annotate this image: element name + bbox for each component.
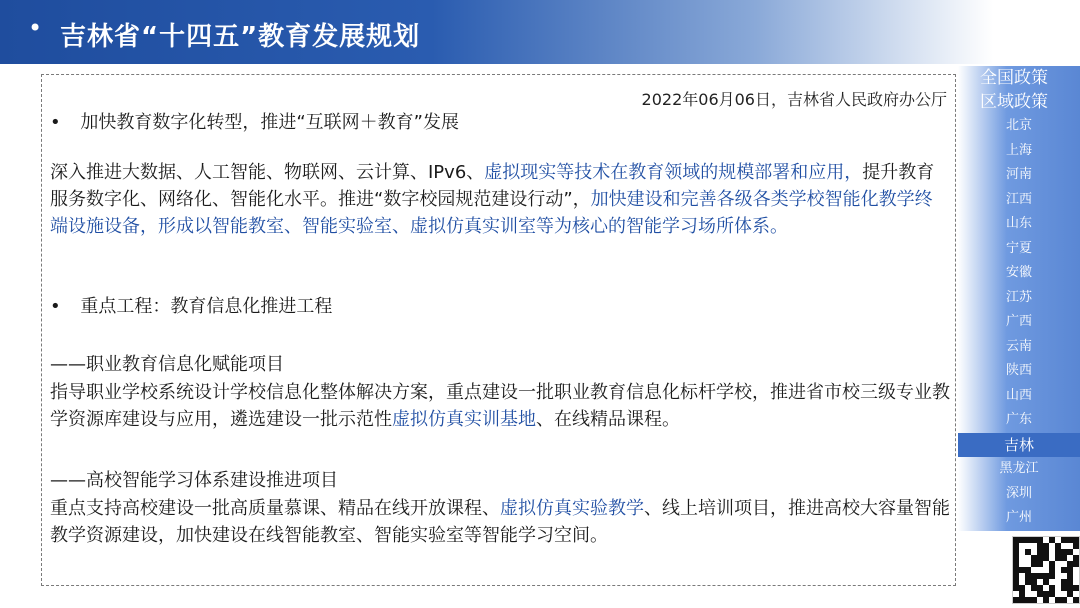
project-title-vocational: ——职业教育信息化赋能项目 [50, 354, 284, 375]
sidebar-item-region[interactable]: 山西 [958, 384, 1080, 409]
para-highlight: 虚拟仿真实验教学 [500, 498, 644, 519]
sidebar-item-region[interactable]: 云南 [958, 335, 1080, 360]
sidebar-item-region[interactable]: 安徽 [958, 261, 1080, 286]
section-heading-2 [50, 293, 950, 320]
section-bullet: • [50, 296, 61, 317]
sidebar-item-region[interactable]: 陕西 [958, 359, 1080, 384]
content-panel [41, 74, 956, 586]
sidebar-national-policy[interactable]: 全国政策 [958, 66, 1080, 90]
sidebar-item-region[interactable]: 广州 [958, 506, 1080, 531]
para-text: 提升教育服务数字化、网络化、智能化水平。推进“数字校园规范建设行动”， [50, 162, 935, 210]
para-highlight: 加快建设和完善各级各类学校智能化教学终端设施设备，形成以智能教室、智能实验室、虚拟仿真实训室等为核心的智能学习场所体系。 [50, 189, 933, 237]
sidebar-item-region[interactable]: 山东 [958, 212, 1080, 237]
region-sidebar [958, 66, 1080, 531]
project-title-university: ——高校智能学习体系建设推进项目 [50, 470, 338, 491]
sidebar-item-region[interactable]: 河南 [958, 163, 1080, 188]
sidebar-regional-policy[interactable]: 区域政策 [958, 90, 1080, 114]
sidebar-item-region[interactable]: 北京 [958, 114, 1080, 139]
para-text: 指导职业学校系统设计学校信息化整体解决方案，重点建设一批职业教育信息化标杆学校，推进省市校三级专业教学资源库建设与应用，遴选建设一批示范性 [50, 382, 950, 430]
sidebar-item-region[interactable]: 江西 [958, 188, 1080, 213]
sidebar-item-region[interactable]: 深圳 [958, 482, 1080, 507]
sidebar-item-region[interactable]: 黑龙江 [958, 457, 1080, 482]
qr-code-icon [1012, 536, 1080, 604]
page-title: 吉林省“十四五”教育发展规划 [60, 22, 421, 52]
para-text: 重点支持高校建设一批高质量慕课、精品在线开放课程、 [50, 498, 500, 519]
para-highlight: 虚拟仿真实训基地 [392, 409, 536, 430]
para-text: 、线上培训项目，推进高校大容量智能教学资源建设，加快建设在线智能教室、智能实验室等智能学习空间。 [50, 498, 950, 546]
paragraph-digital [50, 159, 950, 240]
sidebar-item-region[interactable]: 上海 [958, 139, 1080, 164]
para-text: 深入推进大数据、人工智能、物联网、云计算、IPv6、 [50, 162, 485, 183]
header-banner [0, 0, 1080, 64]
title-bullet: • [28, 14, 43, 42]
section-heading-1 [50, 109, 950, 136]
sidebar-item-region[interactable]: 宁夏 [958, 237, 1080, 262]
sidebar-item-region[interactable]: 广西 [958, 310, 1080, 335]
section-bullet: • [50, 112, 61, 133]
date-source: 2022年06月06日，吉林省人民政府办公厅 [641, 90, 947, 109]
sidebar-item-region[interactable]: 广东 [958, 408, 1080, 433]
sidebar-item-region[interactable]: 江苏 [958, 286, 1080, 311]
project-body-university [50, 495, 950, 549]
section-heading-text: 重点工程：教育信息化推进工程 [80, 296, 333, 317]
para-highlight: 虚拟现实等技术在教育领域的规模部署和应用， [484, 162, 863, 183]
sidebar-item-active-jilin[interactable]: 吉林 [958, 433, 1080, 458]
section-heading-text: 加快教育数字化转型，推进“互联网＋教育”发展 [80, 112, 460, 133]
project-body-vocational [50, 379, 950, 433]
para-text: 、在线精品课程。 [536, 409, 680, 430]
